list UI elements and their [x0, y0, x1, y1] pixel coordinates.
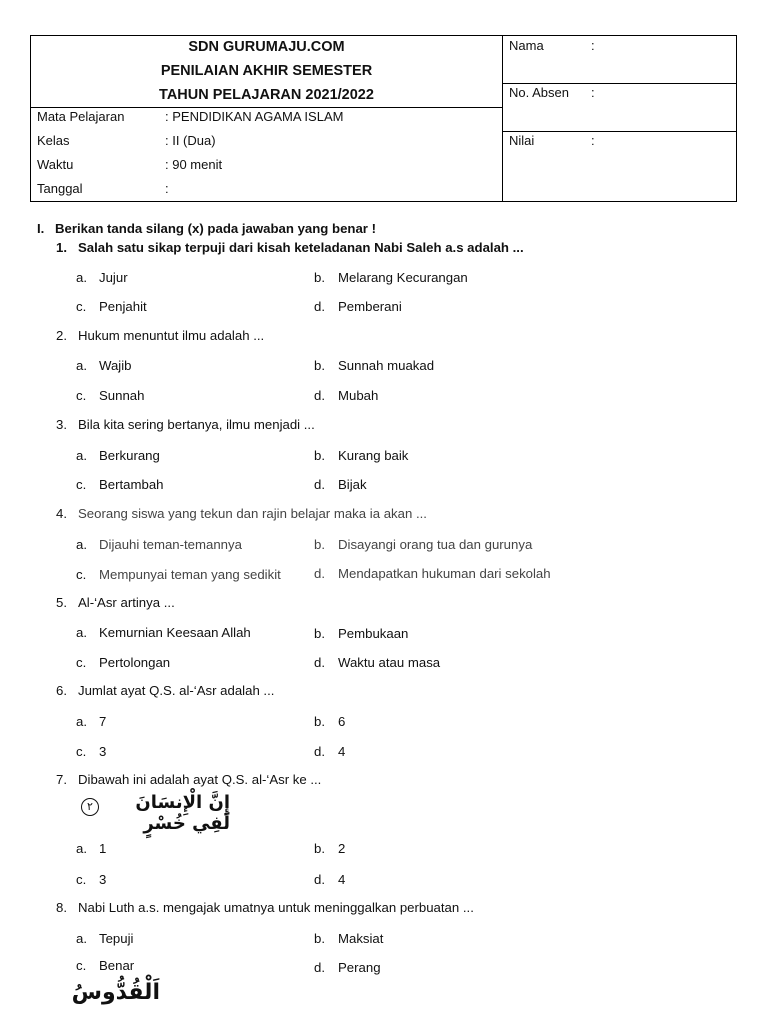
q7-option-d: 4 — [338, 872, 346, 887]
school-name: SDN GURUMAJU.COM — [188, 39, 345, 55]
q3-option-d: Bijak — [338, 477, 367, 492]
q2-option-d-letter: d. — [314, 388, 325, 403]
question-2-text: Hukum menuntut ilmu adalah ... — [78, 328, 265, 343]
q6-option-d: 4 — [338, 744, 346, 759]
q8-option-c-letter: c. — [76, 958, 87, 973]
q7-option-a-letter: a. — [76, 841, 87, 856]
exam-title: PENILAIAN AKHIR SEMESTER — [160, 63, 373, 79]
time-value: : 90 menit — [165, 157, 223, 172]
q8-option-a: Tepuji — [99, 931, 134, 946]
q4-option-b: Disayangi orang tua dan gurunya — [338, 537, 533, 552]
q1-option-d: Pemberani — [338, 299, 402, 314]
q3-option-a: Berkurang — [99, 448, 160, 463]
subject-label: Mata Pelajaran — [37, 109, 125, 124]
class-label: Kelas — [37, 133, 70, 148]
q8-option-c: Benar — [99, 958, 135, 973]
subject-value: : PENDIDIKAN AGAMA ISLAM — [165, 109, 344, 124]
q3-option-c: Bertambah — [99, 477, 164, 492]
school-year: TAHUN PELAJARAN 2021/2022 — [159, 87, 374, 103]
q7-option-b: 2 — [338, 841, 346, 856]
time-label: Waktu — [37, 157, 74, 172]
q2-option-a-letter: a. — [76, 358, 87, 373]
q2-option-b: Sunnah muakad — [338, 358, 435, 373]
q1-option-d-letter: d. — [314, 299, 325, 314]
q5-option-b: Pembukaan — [338, 626, 409, 641]
q1-option-b: Melarang Kecurangan — [338, 270, 468, 285]
verse-number: ٢ — [87, 800, 93, 813]
q2-option-c-letter: c. — [76, 388, 87, 403]
q1-option-b-letter: b. — [314, 270, 325, 285]
q2-option-c: Sunnah — [99, 388, 145, 403]
q6-option-d-letter: d. — [314, 744, 325, 759]
q5-option-d-letter: d. — [314, 655, 325, 670]
q5-option-b-letter: b. — [314, 626, 325, 641]
section-number: I. — [37, 221, 45, 236]
question-8-number: 8. — [56, 900, 67, 915]
q5-option-d: Waktu atau masa — [338, 655, 441, 670]
q5-option-a: Kemurnian Keesaan Allah — [99, 625, 251, 640]
q8-option-d: Perang — [338, 960, 381, 975]
date-value: : — [165, 181, 169, 196]
q6-option-b: 6 — [338, 714, 346, 729]
question-3-text: Bila kita sering bertanya, ilmu menjadi ... — [78, 417, 315, 432]
question-7-number: 7. — [56, 772, 67, 787]
absent-divider — [502, 131, 737, 132]
score-label: Nilai — [509, 133, 535, 148]
q2-option-b-letter: b. — [314, 358, 325, 373]
q6-option-c-letter: c. — [76, 744, 87, 759]
q8-option-a-letter: a. — [76, 931, 87, 946]
q3-option-c-letter: c. — [76, 477, 87, 492]
question-5-number: 5. — [56, 595, 67, 610]
q4-option-a-letter: a. — [76, 537, 87, 552]
question-1-text: Salah satu sikap terpuji dari kisah keteladanan Nabi Saleh a.s adalah ... — [78, 240, 524, 255]
q3-option-d-letter: d. — [314, 477, 325, 492]
q7-option-c-letter: c. — [76, 872, 87, 887]
q6-option-b-letter: b. — [314, 714, 325, 729]
question-7-text: Dibawah ini adalah ayat Q.S. al-‘Asr ke ... — [78, 772, 322, 787]
header-left-panel — [31, 36, 503, 201]
q7-option-d-letter: d. — [314, 872, 325, 887]
q7-option-c: 3 — [99, 872, 107, 887]
class-value: : II (Dua) — [165, 133, 216, 148]
q1-option-c-letter: c. — [76, 299, 87, 314]
q3-option-b-letter: b. — [314, 448, 325, 463]
q5-option-c: Pertolongan — [99, 655, 171, 670]
question-4-number: 4. — [56, 506, 67, 521]
question-5-text: Al-‘Asr artinya ... — [78, 595, 175, 610]
name-colon: : — [591, 38, 595, 53]
name-divider — [502, 83, 737, 84]
q8-option-b: Maksiat — [338, 931, 384, 946]
question-8-text: Nabi Luth a.s. mengajak umatnya untuk meninggalkan perbuatan ... — [78, 900, 474, 915]
question-4-text: Seorang siswa yang tekun dan rajin belajar maka ia akan ... — [78, 506, 427, 521]
q6-option-a-letter: a. — [76, 714, 87, 729]
q1-option-a-letter: a. — [76, 270, 87, 285]
q8-option-b-letter: b. — [314, 931, 325, 946]
score-colon: : — [591, 133, 595, 148]
section-instruction: Berikan tanda silang (x) pada jawaban yang benar ! — [55, 221, 376, 236]
exam-header-table — [30, 35, 737, 202]
question-6-number: 6. — [56, 683, 67, 698]
q7-option-b-letter: b. — [314, 841, 325, 856]
q4-option-c-letter: c. — [76, 567, 87, 582]
q1-option-a: Jujur — [99, 270, 128, 285]
q5-option-c-letter: c. — [76, 655, 87, 670]
q4-option-c: Mempunyai teman yang sedikit — [99, 567, 281, 582]
question-2-number: 2. — [56, 328, 67, 343]
q1-option-c: Penjahit — [99, 299, 147, 314]
header-divider — [31, 107, 502, 108]
q3-option-a-letter: a. — [76, 448, 87, 463]
q4-option-d-letter: d. — [314, 566, 325, 581]
q4-option-d: Mendapatkan hukuman dari sekolah — [338, 566, 551, 581]
absent-number-label: No. Absen — [509, 85, 569, 100]
q8-option-d-letter: d. — [314, 960, 325, 975]
q2-option-a: Wajib — [99, 358, 132, 373]
date-label: Tanggal — [37, 181, 83, 196]
q6-option-c: 3 — [99, 744, 107, 759]
q4-option-a: Dijauhi teman-temannya — [99, 537, 242, 552]
absent-number-colon: : — [591, 85, 595, 100]
verse-number-badge — [81, 798, 99, 816]
name-label: Nama — [509, 38, 544, 53]
q7-option-a: 1 — [99, 841, 107, 856]
q6-option-a: 7 — [99, 714, 107, 729]
q2-option-d: Mubah — [338, 388, 379, 403]
question-6-text: Jumlat ayat Q.S. al-‘Asr adalah ... — [78, 683, 275, 698]
q4-option-b-letter: b. — [314, 537, 325, 552]
question-3-number: 3. — [56, 417, 67, 432]
q3-option-b: Kurang baik — [338, 448, 409, 463]
question-1-number: 1. — [56, 240, 67, 255]
arabic-verse: إِنَّ الْإِنسَانَ لَفِي خُسْرٍ — [135, 792, 230, 834]
q5-option-a-letter: a. — [76, 625, 87, 640]
arabic-calligraphy: اَلْقُدُّوسُ — [71, 980, 160, 1005]
